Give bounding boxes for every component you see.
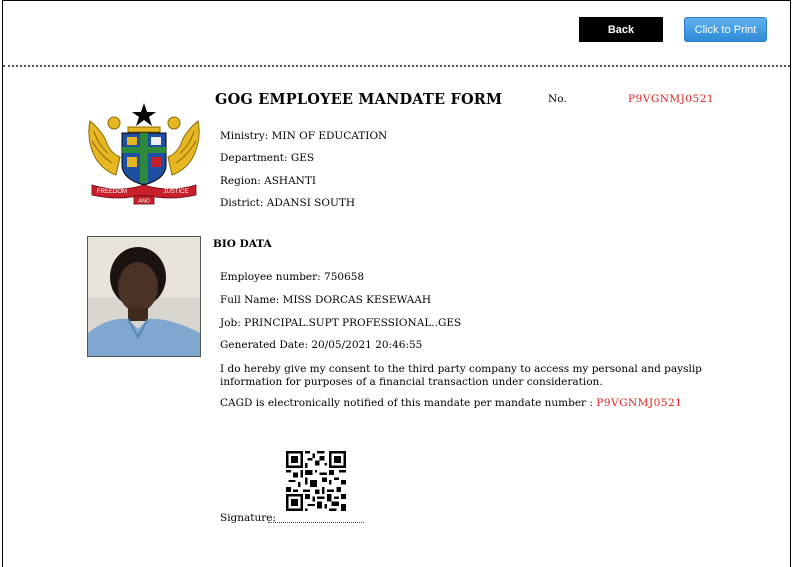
- back-button[interactable]: Back: [579, 17, 663, 42]
- form-title: GOG EMPLOYEE MANDATE FORM: [215, 91, 503, 108]
- district-field: District: ADANSI SOUTH: [220, 197, 355, 209]
- signature-line: [268, 522, 364, 523]
- cagd-notice-text: CAGD is electronically notified of this mandate per mandate number :: [220, 397, 597, 409]
- region-field: Region: ASHANTI: [220, 175, 317, 187]
- ministry-field: Ministry: MIN OF EDUCATION: [220, 130, 388, 142]
- bio-data-heading: BIO DATA: [213, 238, 272, 250]
- employee-number-field: Employee number: 750658: [220, 271, 365, 283]
- consent-statement: I do hereby give my consent to the third party company to access my personal and payslip information for purposes of a financial transaction under consideration.: [220, 363, 702, 388]
- generated-date-field: Generated Date: 20/05/2021 20:46:55: [220, 339, 423, 351]
- job-field: Job: PRINCIPAL.SUPT PROFESSIONAL..GES: [220, 317, 462, 329]
- ghana-coat-of-arms-icon: [82, 101, 206, 205]
- cagd-notice-number: P9VGNMJ0521: [596, 397, 683, 409]
- department-field: Department: GES: [220, 152, 315, 164]
- cagd-notice: [220, 397, 682, 409]
- number-label: No.: [548, 93, 567, 105]
- signature-label: Signature:: [220, 512, 277, 524]
- person-photo-icon: [88, 237, 200, 356]
- svg-text:FREEDOM: FREEDOM: [97, 189, 127, 195]
- print-button[interactable]: Click to Print: [684, 17, 767, 42]
- employee-photo: [87, 236, 201, 357]
- mandate-number: P9VGNMJ0521: [628, 93, 715, 105]
- qr-code-icon: [286, 451, 346, 511]
- svg-text:JUSTICE: JUSTICE: [163, 189, 189, 195]
- dotted-divider: [3, 65, 790, 67]
- full-name-field: Full Name: MISS DORCAS KESEWAAH: [220, 294, 432, 306]
- svg-text:AND: AND: [138, 198, 150, 205]
